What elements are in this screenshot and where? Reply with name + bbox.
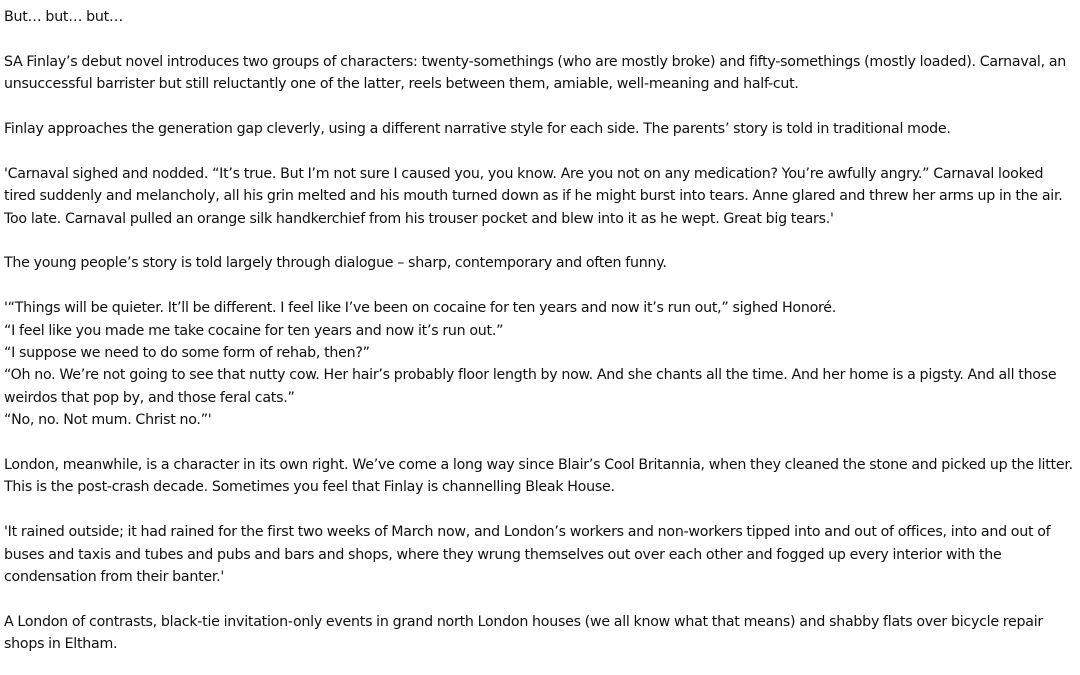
text-line: London, meanwhile, is a character in its own right. We’ve come a long way since Blair’s Cool Britannia, when they cleaned the stone and picked up the litter.	[4, 457, 1073, 474]
text-line: The young people’s story is told largely through dialogue – sharp, contemporary and often funny.	[4, 255, 667, 272]
paragraph-7	[4, 454, 1080, 499]
text-line: buses and taxis and tubes and pubs and bars and shops, where they wrung themselves out over each other and fogged up every interior with the	[4, 546, 1002, 563]
paragraph-2	[4, 51, 1080, 96]
text-line: 'It rained outside; it had rained for the first two weeks of March now, and London’s workers and non-workers tipped into and out of offices, into and out of	[4, 524, 1051, 541]
quote-dialogue	[4, 297, 1080, 431]
text-line: shops in Eltham.	[4, 636, 118, 653]
text-line: '“Things will be quieter. It’ll be different. I feel like I’ve been on cocaine for ten years and now it’s run out,” sighed Honoré.	[4, 300, 837, 317]
text-line: SA Finlay’s debut novel introduces two groups of characters: twenty-somethings (who are mostly broke) and fifty-somethings (mostly loaded). Carnaval, an	[4, 53, 1067, 70]
text-line: Finlay approaches the generation gap cleverly, using a different narrative style for each side. The parents’ story is told in traditional mode.	[4, 121, 951, 137]
paragraph-9	[4, 611, 1080, 656]
text-line: tired suddenly and melancholy, all his grin melted and his mouth turned down as if he might burst into tears. Anne glared and threw her arms up in the air.	[4, 188, 1063, 205]
text-line: This is the post-crash decade. Sometimes you feel that Finlay is channelling Bleak House.	[4, 479, 615, 496]
paragraph-5	[4, 252, 1080, 274]
quote-parents	[4, 163, 1080, 230]
text-line: “I feel like you made me take cocaine for ten years and now it’s run out.”	[4, 322, 504, 339]
text-line: But… but… but…	[4, 9, 123, 25]
text-line: “I suppose we need to do some form of rehab, then?”	[4, 345, 370, 362]
text-line: Too late. Carnaval pulled an orange silk handkerchief from his trouser pocket and blew into it as he wept. Great big tears.'	[4, 210, 834, 227]
text-line: 'Carnaval sighed and nodded. “It’s true. But I’m not sure I caused you, you know. Are you not on any medication? You’re awfully angry.” Carnaval looked	[4, 165, 1044, 182]
text-line: A London of contrasts, black-tie invitation-only events in grand north London houses (we all know what that means) and shabby flats over bicycle repair	[4, 613, 1043, 630]
text-line: weirdos that pop by, and those feral cats.”	[4, 389, 295, 406]
text-line: condensation from their banter.'	[4, 569, 225, 586]
paragraph-3	[4, 118, 1080, 140]
text-line: unsuccessful barrister but still reluctantly one of the latter, reels between them, amiable, well-meaning and half-cut.	[4, 76, 799, 93]
paragraph-1	[4, 6, 1080, 28]
text-line: “Oh no. We’re not going to see that nutty cow. Her hair’s probably floor length by now. And she chants all the time. And her home is a pigsty. And all those	[4, 367, 1057, 384]
text-line: “No, no. Not mum. Christ no.”'	[4, 412, 212, 429]
quote-london	[4, 521, 1080, 588]
